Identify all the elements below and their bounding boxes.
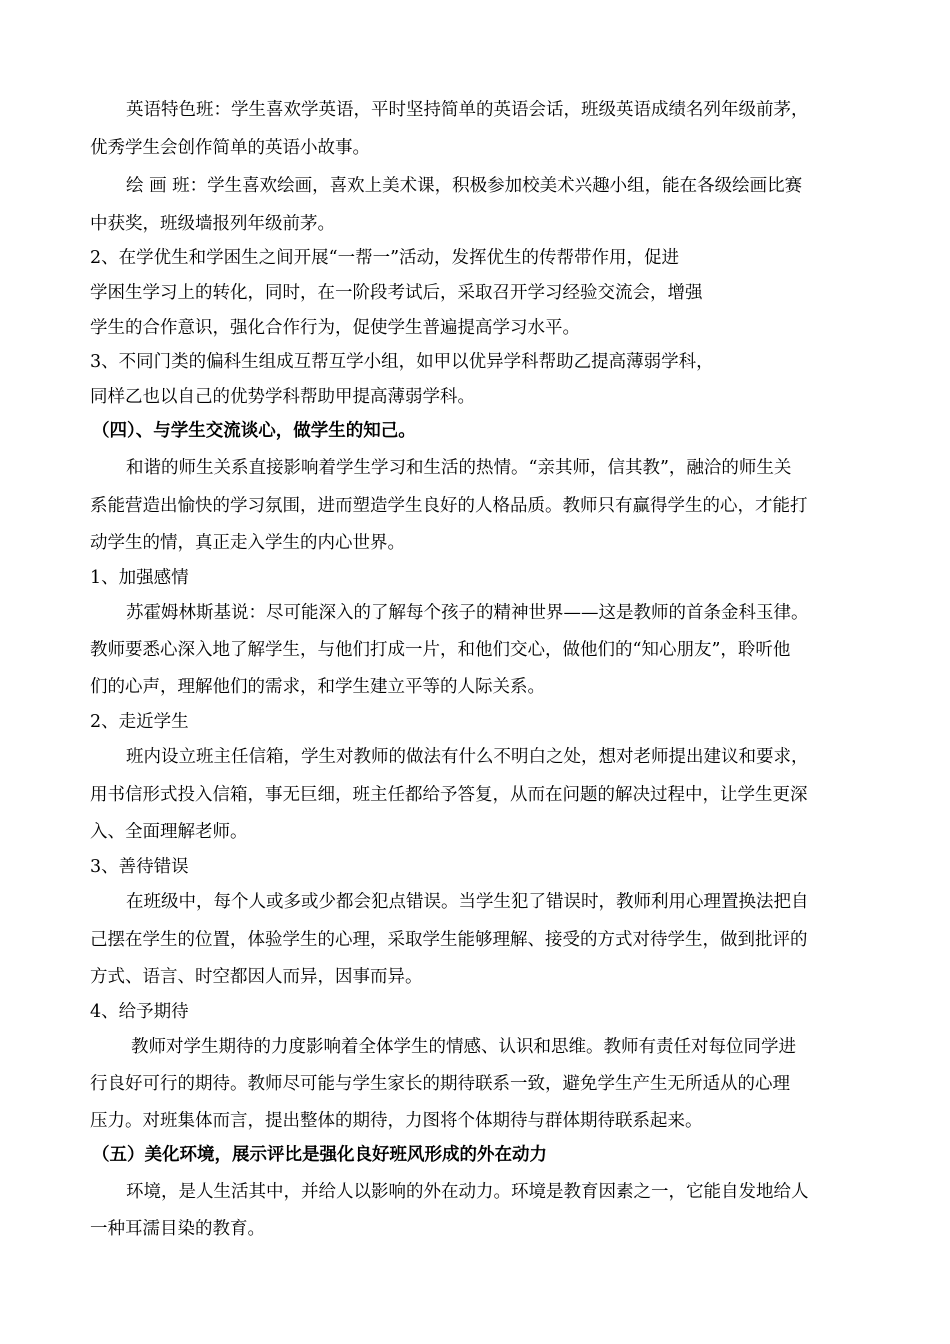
- list-item-3: 3、不同门类的偏科生组成互帮互学小组，如甲以优异学科帮助乙提高薄弱学科，: [90, 352, 714, 372]
- paragraph-line: 行良好可行的期待。教师尽可能与学生家长的期待联系一致，避免学生产生无所适从的心理: [90, 1074, 790, 1094]
- paragraph-line: 优秀学生会创作简单的英语小故事。: [90, 138, 370, 158]
- paragraph-line: 同样乙也以自己的优势学科帮助甲提高薄弱学科。: [90, 387, 475, 407]
- paragraph-line: 苏霍姆林斯基说：尽可能深入的了解每个孩子的精神世界——这是教师的首条金科玉律。: [126, 603, 809, 623]
- paragraph-line: 方式、语言、时空都因人而异，因事而异。: [90, 967, 423, 987]
- paragraph-line: 中获奖，班级墙报列年级前茅。: [90, 214, 335, 234]
- paragraph-line: 己摆在学生的位置，体验学生的心理，采取学生能够理解、接受的方式对待学生，做到批评的: [90, 930, 808, 950]
- paragraph-art-class: 绘 画 班：学生喜欢绘画，喜欢上美术课，积极参加校美术兴趣小组，能在各级绘画比赛: [126, 176, 803, 196]
- paragraph-line: 班内设立班主任信箱，学生对教师的做法有什么不明白之处，想对老师提出建议和要求，: [126, 747, 809, 767]
- paragraph-line: 环境，是人生活其中，并给人以影响的外在动力。环境是教育因素之一，它能自发地给人: [126, 1182, 809, 1202]
- paragraph-english-class: 英语特色班：学生喜欢学英语，平时坚持简单的英语会话，班级英语成绩名列年级前茅，: [126, 100, 809, 120]
- paragraph-line: 们的心声，理解他们的需求，和学生建立平等的人际关系。: [90, 677, 545, 697]
- paragraph-line: 学困生学习上的转化，同时，在一阶段考试后，采取召开学习经验交流会，增强: [90, 283, 703, 303]
- paragraph-line: 系能营造出愉快的学习氛围，进而塑造学生良好的人格品质。教师只有赢得学生的心，才能打: [90, 496, 808, 516]
- paragraph-line: 在班级中，每个人或多或少都会犯点错误。当学生犯了错误时，教师利用心理置换法把自: [126, 892, 809, 912]
- paragraph-line: 和谐的师生关系直接影响着学生学习和生活的热情。“亲其师，信其教”，融洽的师生关: [126, 458, 792, 478]
- paragraph-line: 入、全面理解老师。: [90, 822, 248, 842]
- subheading-2: 2、走近学生: [90, 712, 189, 732]
- list-item-2: 2、在学优生和学困生之间开展“一帮一”活动，发挥优生的传帮带作用，促进: [90, 248, 680, 268]
- paragraph-line: 压力。对班集体而言，提出整体的期待，力图将个体期待与群体期待联系起来。: [90, 1111, 703, 1131]
- subheading-3: 3、善待错误: [90, 857, 189, 877]
- subheading-4: 4、给予期待: [90, 1002, 189, 1022]
- section-heading-5: （五）美化环境，展示评比是强化良好班风形成的外在动力: [92, 1145, 547, 1165]
- paragraph-line: 用书信形式投入信箱，事无巨细，班主任都给予答复，从而在问题的解决过程中，让学生更深: [90, 785, 808, 805]
- paragraph-line: 动学生的情，真正走入学生的内心世界。: [90, 533, 405, 553]
- paragraph-line: 学生的合作意识，强化合作行为，促使学生普遍提高学习水平。: [90, 318, 580, 338]
- subheading-1: 1、加强感情: [90, 568, 189, 588]
- paragraph-line: 教师要悉心深入地了解学生，与他们打成一片，和他们交心，做他们的“知心朋友”，聆听他: [90, 640, 791, 660]
- section-heading-4: （四）、与学生交流谈心，做学生的知己。: [92, 421, 416, 441]
- paragraph-line: 教师对学生期待的力度影响着全体学生的情感、认识和思维。教师有责任对每位同学进: [131, 1037, 796, 1057]
- paragraph-line: 一种耳濡目染的教育。: [90, 1219, 265, 1239]
